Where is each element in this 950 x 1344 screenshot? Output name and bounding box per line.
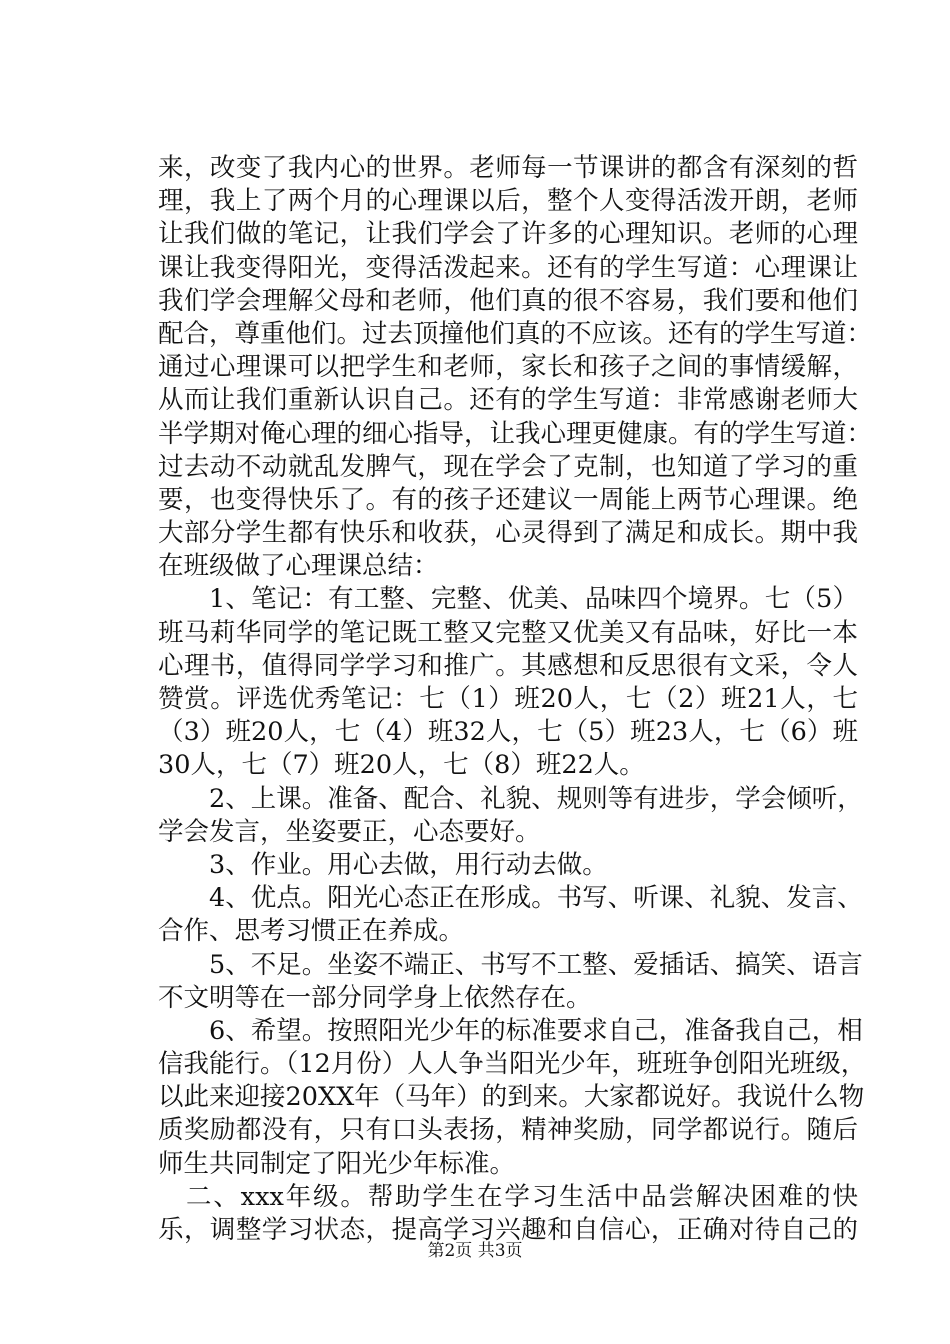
text-line: 要，也变得快乐了。有的孩子还建议一周能上两节心理课。绝 — [158, 484, 858, 515]
text-line: 5、不足。坐姿不端正、书写不工整、爱插话、搞笑、语言 — [209, 949, 863, 980]
text-line: 过去动不动就乱发脾气，现在学会了克制，也知道了学习的重 — [158, 451, 858, 482]
text-line: 师生共同制定了阳光少年标准。 — [158, 1148, 516, 1179]
text-line: 理，我上了两个月的心理课以后，整个人变得活泼开朗，老师 — [158, 186, 858, 217]
text-line: 在班级做了心理课总结： — [158, 551, 439, 582]
text-line: 通过心理课可以把学生和老师，家长和孩子之间的事情缓解， — [158, 352, 858, 383]
text-line: 3、作业。用心去做，用行动去做。 — [209, 849, 608, 880]
text-line: 合作、思考习惯正在养成。 — [158, 916, 465, 947]
document-body — [158, 152, 873, 1247]
text-line: 半学期对俺心理的细心指导，让我心理更健康。有的学生写道： — [158, 418, 873, 449]
text-line: 配合，尊重他们。过去顶撞他们真的不应该。还有的学生写道： — [158, 318, 873, 349]
text-line: 质奖励都没有，只有口头表扬，精神奖励，同学都说行。随后 — [158, 1115, 858, 1146]
text-line: 4、优点。阳光心态正在形成。书写、听课、礼貌、发言、 — [209, 883, 863, 914]
text-line: 心理书，值得同学学习和推广。其感想和反思很有文采，令人 — [158, 650, 858, 681]
text-line: 课让我变得阳光，变得活泼起来。还有的学生写道：心理课让 — [158, 252, 858, 283]
page-number-label: 第2页 共3页 — [427, 1241, 523, 1261]
page-footer — [0, 1240, 950, 1262]
text-line: 二、xxx年级。帮助学生在学习生活中品尝解决困难的快 — [186, 1181, 858, 1212]
text-line: 2、上课。准备、配合、礼貌、规则等有进步，学会倾听， — [209, 783, 863, 814]
text-line: 从而让我们重新认识自己。还有的学生写道：非常感谢老师大 — [158, 385, 858, 416]
text-line: 我们学会理解父母和老师，他们真的很不容易，我们要和他们 — [158, 285, 858, 316]
text-line: 信我能行。（12月份）人人争当阳光少年，班班争创阳光班级， — [158, 1049, 867, 1080]
text-line: 让我们做的笔记，让我们学会了许多的心理知识。老师的心理 — [158, 219, 858, 250]
text-line: 大部分学生都有快乐和收获，心灵得到了满足和成长。期中我 — [158, 518, 858, 549]
text-line: 1、笔记：有工整、完整、优美、品味四个境界。七（5） — [209, 584, 858, 615]
text-line: 来，改变了我内心的世界。老师每一节课讲的都含有深刻的哲 — [158, 153, 858, 183]
text-line: 班马莉华同学的笔记既工整又完整又优美又有品味，好比一本 — [158, 617, 858, 648]
text-line: 不文明等在一部分同学身上依然存在。 — [158, 982, 592, 1013]
text-line: 赞赏。评选优秀笔记：七（1）班20人，七（2）班21人，七 — [158, 684, 858, 714]
text-line: （3）班20人，七（4）班32人，七（5）班23人，七（6）班 — [158, 717, 858, 748]
text-line: 30人，七（7）班20人，七（8）班22人。 — [158, 750, 645, 781]
text-line: 6、希望。按照阳光少年的标准要求自己，准备我自己，相 — [209, 1015, 863, 1046]
text-line: 以此来迎接20XX年（马年）的到来。大家都说好。我说什么物 — [158, 1082, 865, 1113]
text-line: 学会发言，坐姿要正，心态要好。 — [158, 816, 541, 847]
text-line: 乐，调整学习状态，提高学习兴趣和自信心，正确对待自己的 — [158, 1215, 858, 1245]
